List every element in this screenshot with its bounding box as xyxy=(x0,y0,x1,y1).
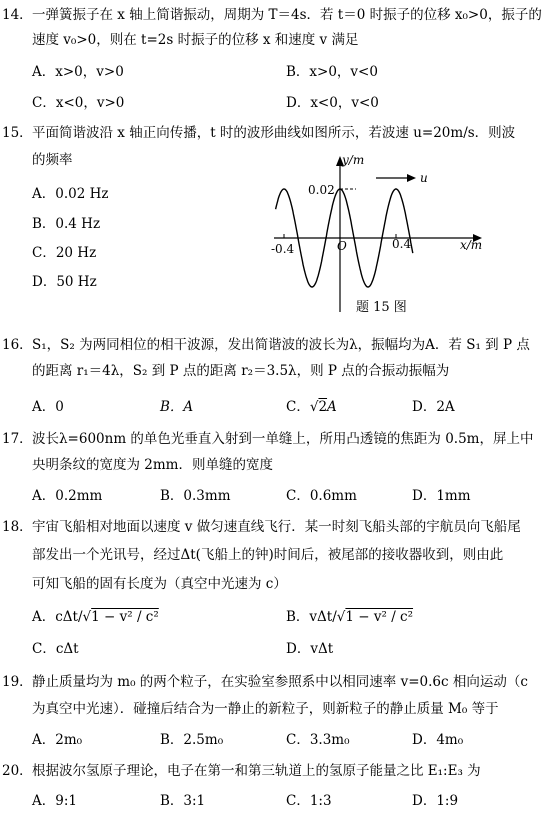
q20-option-a[interactable]: A．9:1 xyxy=(32,793,77,809)
question-17-line2: 央明条纹的宽度为 2mm．则单缝的宽度 xyxy=(32,457,273,473)
q18-option-b[interactable]: B．vΔt/√1 − v² / c² xyxy=(286,609,414,625)
q18-option-a-label: A．cΔt/ xyxy=(32,609,83,625)
q18-option-c[interactable]: C．cΔt xyxy=(32,641,79,657)
question-14-line2: 速度 v₀>0，则在 t=2s 时振子的位移 x 和速度 v 满足 xyxy=(32,32,359,48)
q17-option-b[interactable]: B．0.3mm xyxy=(160,488,231,504)
question-15-line2: 的频率 xyxy=(32,152,73,168)
q17-option-c[interactable]: C．0.6mm xyxy=(286,488,357,504)
q16-option-c[interactable]: C．√2A xyxy=(286,399,337,415)
q18-option-b-label: B．vΔt/ xyxy=(286,609,337,625)
amplitude-label: 0.02 xyxy=(308,183,335,197)
q17-option-a[interactable]: A．0.2mm xyxy=(32,488,103,504)
q19-option-a[interactable]: A．2m₀ xyxy=(32,732,83,748)
q20-option-d[interactable]: D．1:9 xyxy=(412,793,459,809)
wave-figure xyxy=(268,148,490,318)
q16-option-b[interactable]: B．A xyxy=(160,399,194,415)
q15-option-d[interactable]: D．50 Hz xyxy=(32,274,97,290)
q19-option-c[interactable]: C．3.3m₀ xyxy=(286,732,350,748)
question-16-line2: 的距离 r₁＝4λ，S₂ 到 P 点的距离 r₂＝3.5λ，则 P 点的合振动振幅为 xyxy=(32,363,450,379)
q20-option-b[interactable]: B．3:1 xyxy=(160,793,206,809)
q18-option-d[interactable]: D．vΔt xyxy=(286,641,334,657)
question-18-number: 18． xyxy=(2,519,33,535)
q14-option-b[interactable]: B．x>0，v<0 xyxy=(286,64,378,80)
figure-caption: 题 15 图 xyxy=(356,300,407,315)
question-18-line1: 宇宙飞船相对地面以速度 v 做匀速直线飞行．某一时刻飞船头部的宇航员向飞船尾 xyxy=(32,519,521,535)
q18-option-b-root: 1 − v² / c² xyxy=(345,609,414,625)
q16-option-d[interactable]: D．2A xyxy=(412,399,455,415)
q15-option-c[interactable]: C．20 Hz xyxy=(32,245,97,261)
question-17-number: 17． xyxy=(2,431,33,447)
q17-option-d[interactable]: D．1mm xyxy=(412,488,471,504)
q16-option-c-tail: A xyxy=(327,399,337,415)
u-arrow-head xyxy=(407,174,416,182)
question-16-number: 16． xyxy=(2,337,33,353)
q20-option-c[interactable]: C．1:3 xyxy=(286,793,332,809)
question-17-line1: 波长λ=600nm 的单色光垂直入射到一单缝上，所用凸透镜的焦距为 0.5m，屏上中 xyxy=(32,431,534,447)
q16-option-c-root: 2 xyxy=(318,399,328,415)
tick-pos-label: 0.4 xyxy=(392,237,412,251)
x-label: x/m xyxy=(460,238,483,252)
question-14-number: 14． xyxy=(2,7,33,23)
question-15-number: 15． xyxy=(2,125,33,141)
question-19-number: 19． xyxy=(2,674,33,690)
question-14-line1: 一弹簧振子在 x 轴上简谐振动，周期为 T＝4s．若 t＝0 时振子的位移 x₀>0，振子的 xyxy=(32,7,542,23)
q19-option-d[interactable]: D．4m₀ xyxy=(412,732,464,748)
q14-option-a[interactable]: A．x>0，v>0 xyxy=(32,64,124,80)
y-label: y/m xyxy=(342,153,365,167)
q18-option-a-root: 1 − v² / c² xyxy=(91,609,159,625)
q15-option-a[interactable]: A．0.02 Hz xyxy=(32,186,109,202)
question-19-line2: 为真空中光速）．碰撞后结合为一静止的新粒子，则新粒子的静止质量 M₀ 等于 xyxy=(32,701,499,717)
origin-label: O xyxy=(337,239,347,253)
q16-option-a[interactable]: A．0 xyxy=(32,399,64,415)
question-20-number: 20． xyxy=(2,763,33,779)
question-19-line1: 静止质量均为 m₀ 的两个粒子，在实验室参照系中以相同速率 v=0.6c 相向运动（c xyxy=(32,674,528,690)
q18-option-a[interactable]: A．cΔt/√1 − v² / c² xyxy=(32,609,159,625)
question-18-line3: 可知飞船的固有长度为（真空中光速为 c） xyxy=(32,576,287,592)
q14-option-d[interactable]: D．x<0，v<0 xyxy=(286,95,379,111)
q14-option-c[interactable]: C．x<0，v>0 xyxy=(32,95,125,111)
tick-neg-label: -0.4 xyxy=(271,242,295,256)
question-18-line2: 部发出一个光讯号，经过Δt(飞船上的钟)时间后，被尾部的接收器收到，则由此 xyxy=(32,547,504,563)
u-label: u xyxy=(420,171,428,185)
question-20-line1: 根据波尔氢原子理论，电子在第一和第三轨道上的氢原子能量之比 E₁:E₃ 为 xyxy=(32,763,481,779)
question-15-line1: 平面简谐波沿 x 轴正向传播，t 时的波形曲线如图所示，若波速 u=20m/s．则波 xyxy=(32,125,516,141)
q15-option-b[interactable]: B．0.4 Hz xyxy=(32,216,101,232)
q16-option-c-label: C． xyxy=(286,399,310,415)
q19-option-b[interactable]: B．2.5m₀ xyxy=(160,732,224,748)
question-16-line1: S₁，S₂ 为两同相位的相干波源，发出简谐波的波长为λ，振幅均为A．若 S₁ 到 P 点 xyxy=(32,337,530,353)
